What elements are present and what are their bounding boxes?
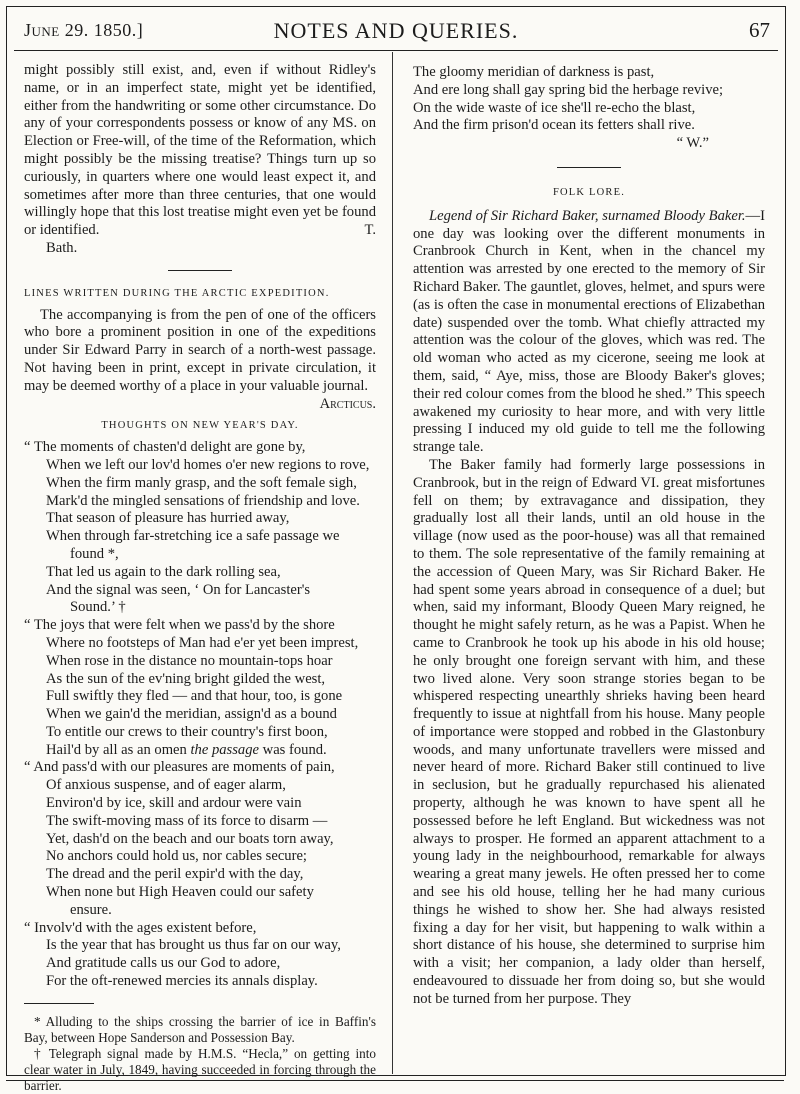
intro-signature: Arcticus. — [319, 395, 376, 412]
poem-line: Sound.’ † — [70, 599, 126, 616]
poem-line: Of anxious suspense, and of eager alarm, — [46, 777, 286, 794]
legend-title: Legend of Sir Richard Baker, surnamed Bloody Baker. — [429, 207, 746, 224]
poem-signature: “ W.” — [676, 135, 709, 152]
page-number: 67 — [749, 18, 770, 42]
poem-line: found *, — [70, 545, 119, 562]
poem-line: Hail'd by all as an omen the passage was found. — [46, 741, 327, 758]
poem-line: Is the year that has brought us thus far on our way, — [46, 937, 341, 954]
poem-line: And the signal was seen, ‘ On for Lancaster's — [46, 581, 311, 598]
poem-stanza-5 — [413, 64, 765, 135]
poem-line: As the sun of the ev'ning bright gilded the west, — [46, 670, 326, 687]
bottom-rule — [6, 1080, 784, 1081]
journal-title: NOTES AND QUERIES. — [273, 18, 519, 43]
poem-line: That led us again to the dark rolling sea, — [46, 563, 281, 580]
poem-line: Where no footsteps of Man had e'er yet been imprest, — [46, 634, 359, 651]
poem-line: Yet, dash'd on the beach and our boats torn away, — [46, 830, 334, 847]
legend-paragraph-1: Legend of Sir Richard Baker, surnamed Bloody Baker.—I one day was looking over the different monuments in Cranbrook Church in Kent, when in the chancel my attention was arrested by one erected to the memory of Sir Richard Baker. The gauntlet, gloves, helmet, and spurs were (as is often the case in monumental erections of Elizabethan date) suspended over the tomb. What chiefly attracted my attention was the colour of the gloves, which was red. The old woman who acted as my cicerone, seeing me look at them, said, “ Aye, miss, those are Bloody Baker's gloves; their red colour comes from the blood he shed.” This speech awakened my curiosity to hear more, and with very little pressing I induced my old guide to tell me the following strange tale. — [413, 207, 765, 456]
poem-line: To entitle our crews to their country's first boon, — [46, 723, 328, 740]
column-divider — [392, 52, 393, 1074]
running-header — [14, 14, 778, 51]
poem-line: And ere long shall gay spring bid the herbage revive; — [413, 81, 724, 98]
folk-lore-heading: FOLK LORE. — [552, 186, 626, 198]
poem-line: “ The joys that were felt when we pass'd by the shore — [24, 617, 335, 634]
section-rule — [168, 270, 232, 271]
poem-line: “ The moments of chasten'd delight are gone by, — [24, 439, 306, 456]
poem-line: When the firm manly grasp, and the soft female sigh, — [46, 474, 357, 491]
poem-stanza-4 — [24, 920, 376, 991]
poem-line: “ And pass'd with our pleasures are moments of pain, — [24, 759, 335, 776]
poem-line: When none but High Heaven could our safety — [46, 884, 314, 901]
right-column — [413, 64, 765, 1009]
poem-line: Full swiftly they fled — and that hour, too, is gone — [46, 688, 343, 705]
footnote-2: † Telegraph signal made by H.M.S. “Hecla,” on getting into clear water in July, 1849, having succeeded in forcing through the barrier. — [24, 1045, 376, 1093]
poem-line: The swift-moving mass of its force to disarm — — [46, 812, 328, 829]
lines-heading: LINES WRITTEN DURING THE ARCTIC EXPEDITION. — [24, 287, 330, 299]
signature-initial: T. — [364, 222, 376, 239]
poem-line: ensure. — [70, 901, 112, 918]
left-column — [24, 62, 376, 1094]
footnote-rule — [24, 1003, 94, 1004]
poem-line: When rose in the distance no mountain-tops hoar — [46, 652, 333, 669]
header-date: June 29. 1850.] — [24, 20, 144, 40]
poem-line: On the wide waste of ice she'll re-echo the blast, — [413, 99, 696, 116]
legend-paragraph-2: The Baker family had formerly large possessions in Cranbrook, but in the reign of Edward VI. great misfortunes fell on them; by extravagance and dissipation, they gradually lost all their lands, until an old house in the village (now used as the poor-house) was all that remained to them. The sole representative of the family remaining at the accession of Queen Mary, was Sir Richard Baker. He had spent some years abroad in consequence of a duel; but when, said my informant, Bloody Queen Mary reigned, he thought he might safely return, as he was a Papist. When he came to Cranbrook he took up his abode in his old house; he only brought one foreign servant with him, and these two lived alone. Very soon strange stories began to be whispered respecting unearthly shrieks having been heard frequently to issue at nightfall from his house. Many people of importance were stopped and robbed in the Glastonbury woods, and many unfortunate travellers were missed and never heard of more. Richard Baker still continued to live in seclusion, but he gradually repurchased his alienated property, although he was known to have spent all he possessed before he left England. But wickedness was not always to prosper. He formed an apparent attachment to a young lady in the neighbourhood, remarkable for always wearing a great many jewels. He often pressed her to come and see his old house, telling her he had many curious things he wished to show her. She had always resisted fixing a day for her visit, but happening to walk within a short distance of his house, she determined to surprise him with a visit; her companion, a lady older than herself, endeavoured to dissuade her from doing so, but she would not be turned from her purpose. They — [413, 456, 765, 1007]
poem-line: And the firm prison'd ocean its fetters shall rive. — [413, 117, 695, 134]
poem-stanza-1 — [24, 439, 376, 617]
poem-stanza-3 — [24, 759, 376, 919]
section-rule — [557, 167, 621, 168]
poem-line: When we left our lov'd homes o'er new regions to rove, — [46, 456, 370, 473]
continuation-paragraph: might possibly still exist, and, even if without Ridley's name, or in an imperfect state, might yet be identified, either from the handwriting or some other circumstance. Do any of your correspondents possess or know of any MS. on Election or Free-will, of the time of the Reformation, which might possibly be the missing treatise? Things turn up so curiously, in quarters where one would least expect it, and sometimes after more than three centuries, that one would willingly hope that this lost treatise might even yet be found or identified. — [24, 62, 376, 239]
intro-paragraph: The accompanying is from the pen of one of the officers who bore a prominent position in one of the expeditions under Sir Edward Parry in search of a north-west passage. Not having been in print, except in private circulation, it may be deemed worthy of a place in your valuable journal. — [24, 306, 376, 394]
poem-title: THOUGHTS ON NEW YEAR'S DAY. — [101, 420, 299, 432]
poem-line: When through far-stretching ice a safe passage we — [46, 528, 340, 545]
poem-line: No anchors could hold us, nor cables secure; — [46, 848, 307, 865]
poem-line: The dread and the peril expir'd with the day, — [46, 866, 304, 883]
poem-line: And gratitude calls us our God to adore, — [46, 955, 281, 972]
poem-stanza-2 — [24, 617, 376, 759]
poem-line: For the oft-renewed mercies its annals display. — [46, 973, 318, 990]
poem-line: When we gain'd the meridian, assign'd as a bound — [46, 706, 337, 723]
poem-line: Environ'd by ice, skill and ardour were vain — [46, 795, 302, 812]
poem-line: That season of pleasure has hurried away, — [46, 510, 290, 527]
poem-line: The gloomy meridian of darkness is past, — [413, 64, 655, 80]
signature-place: Bath. — [46, 239, 78, 256]
poem-line: Mark'd the mingled sensations of friendship and love. — [46, 492, 360, 509]
poem-line: “ Involv'd with the ages existent before, — [24, 919, 257, 936]
footnote-1: * Alluding to the ships crossing the barrier of ice in Baffin's Bay, between Hope Sanderson and Possession Bay. — [24, 1013, 376, 1045]
